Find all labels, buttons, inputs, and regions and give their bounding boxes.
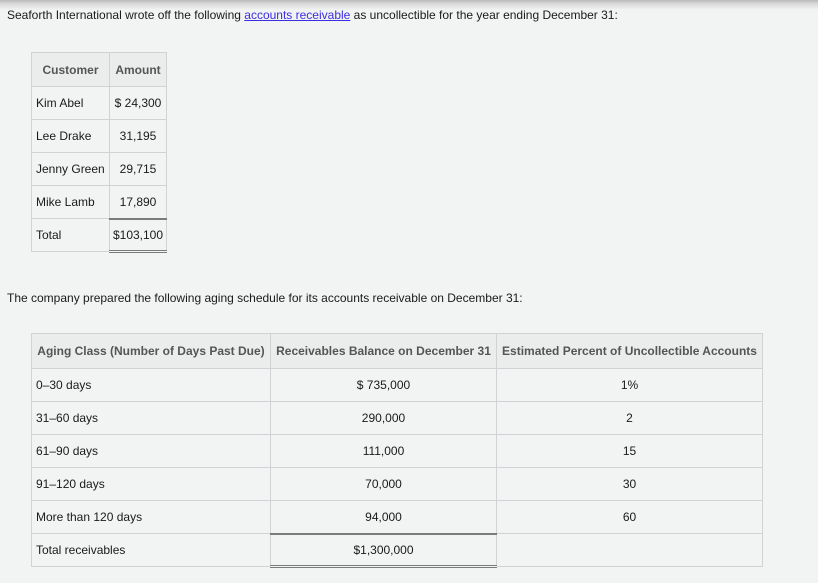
customer-cell: Lee Drake <box>32 120 110 153</box>
column-header-receivables-balance: Receivables Balance on December 31 <box>271 334 497 369</box>
total-row <box>32 534 763 567</box>
total-row <box>32 219 167 252</box>
table-row <box>32 120 167 153</box>
aging-intro-paragraph: The company prepared the following aging schedule for its accounts receivable on December 31: <box>7 291 523 305</box>
aging-class-cell: 91–120 days <box>32 468 271 501</box>
customer-cell: Mike Lamb <box>32 186 110 219</box>
balance-cell: 290,000 <box>271 402 497 435</box>
table-row <box>32 87 167 120</box>
intro-text-after: as uncollectible for the year ending December 31: <box>350 8 618 22</box>
balance-cell: $ 735,000 <box>271 369 497 402</box>
total-percent <box>497 534 763 567</box>
table-row <box>32 468 763 501</box>
percent-cell: 15 <box>497 435 763 468</box>
intro-paragraph <box>7 8 618 22</box>
writeoff-table <box>31 52 167 253</box>
column-header-amount: Amount <box>110 53 167 87</box>
accounts-receivable-link[interactable]: accounts receivable <box>244 8 351 22</box>
amount-cell: 29,715 <box>110 153 167 186</box>
total-balance: $1,300,000 <box>271 534 497 567</box>
column-header-customer: Customer <box>32 53 110 87</box>
table-header-row <box>32 334 763 369</box>
balance-cell: 94,000 <box>271 501 497 534</box>
table-row <box>32 186 167 219</box>
amount-cell: 17,890 <box>110 186 167 219</box>
total-label: Total receivables <box>32 534 271 567</box>
table-row <box>32 369 763 402</box>
table-row <box>32 501 763 534</box>
table-header-row <box>32 53 167 87</box>
table-row <box>32 153 167 186</box>
table-row <box>32 402 763 435</box>
aging-class-cell: 31–60 days <box>32 402 271 435</box>
aging-class-cell: More than 120 days <box>32 501 271 534</box>
column-header-estimated-percent: Estimated Percent of Uncollectible Accounts <box>497 334 763 369</box>
amount-cell: $ 24,300 <box>110 87 167 120</box>
percent-cell: 30 <box>497 468 763 501</box>
amount-cell: 31,195 <box>110 120 167 153</box>
customer-cell: Jenny Green <box>32 153 110 186</box>
total-label: Total <box>32 219 110 252</box>
balance-cell: 111,000 <box>271 435 497 468</box>
percent-cell: 1% <box>497 369 763 402</box>
aging-class-cell: 0–30 days <box>32 369 271 402</box>
aging-class-cell: 61–90 days <box>32 435 271 468</box>
percent-cell: 60 <box>497 501 763 534</box>
balance-cell: 70,000 <box>271 468 497 501</box>
total-amount: $103,100 <box>110 219 167 252</box>
column-header-aging-class: Aging Class (Number of Days Past Due) <box>32 334 271 369</box>
customer-cell: Kim Abel <box>32 87 110 120</box>
percent-cell: 2 <box>497 402 763 435</box>
intro-text-before: Seaforth International wrote off the following <box>7 8 245 22</box>
aging-schedule-table <box>31 333 763 568</box>
table-row <box>32 435 763 468</box>
